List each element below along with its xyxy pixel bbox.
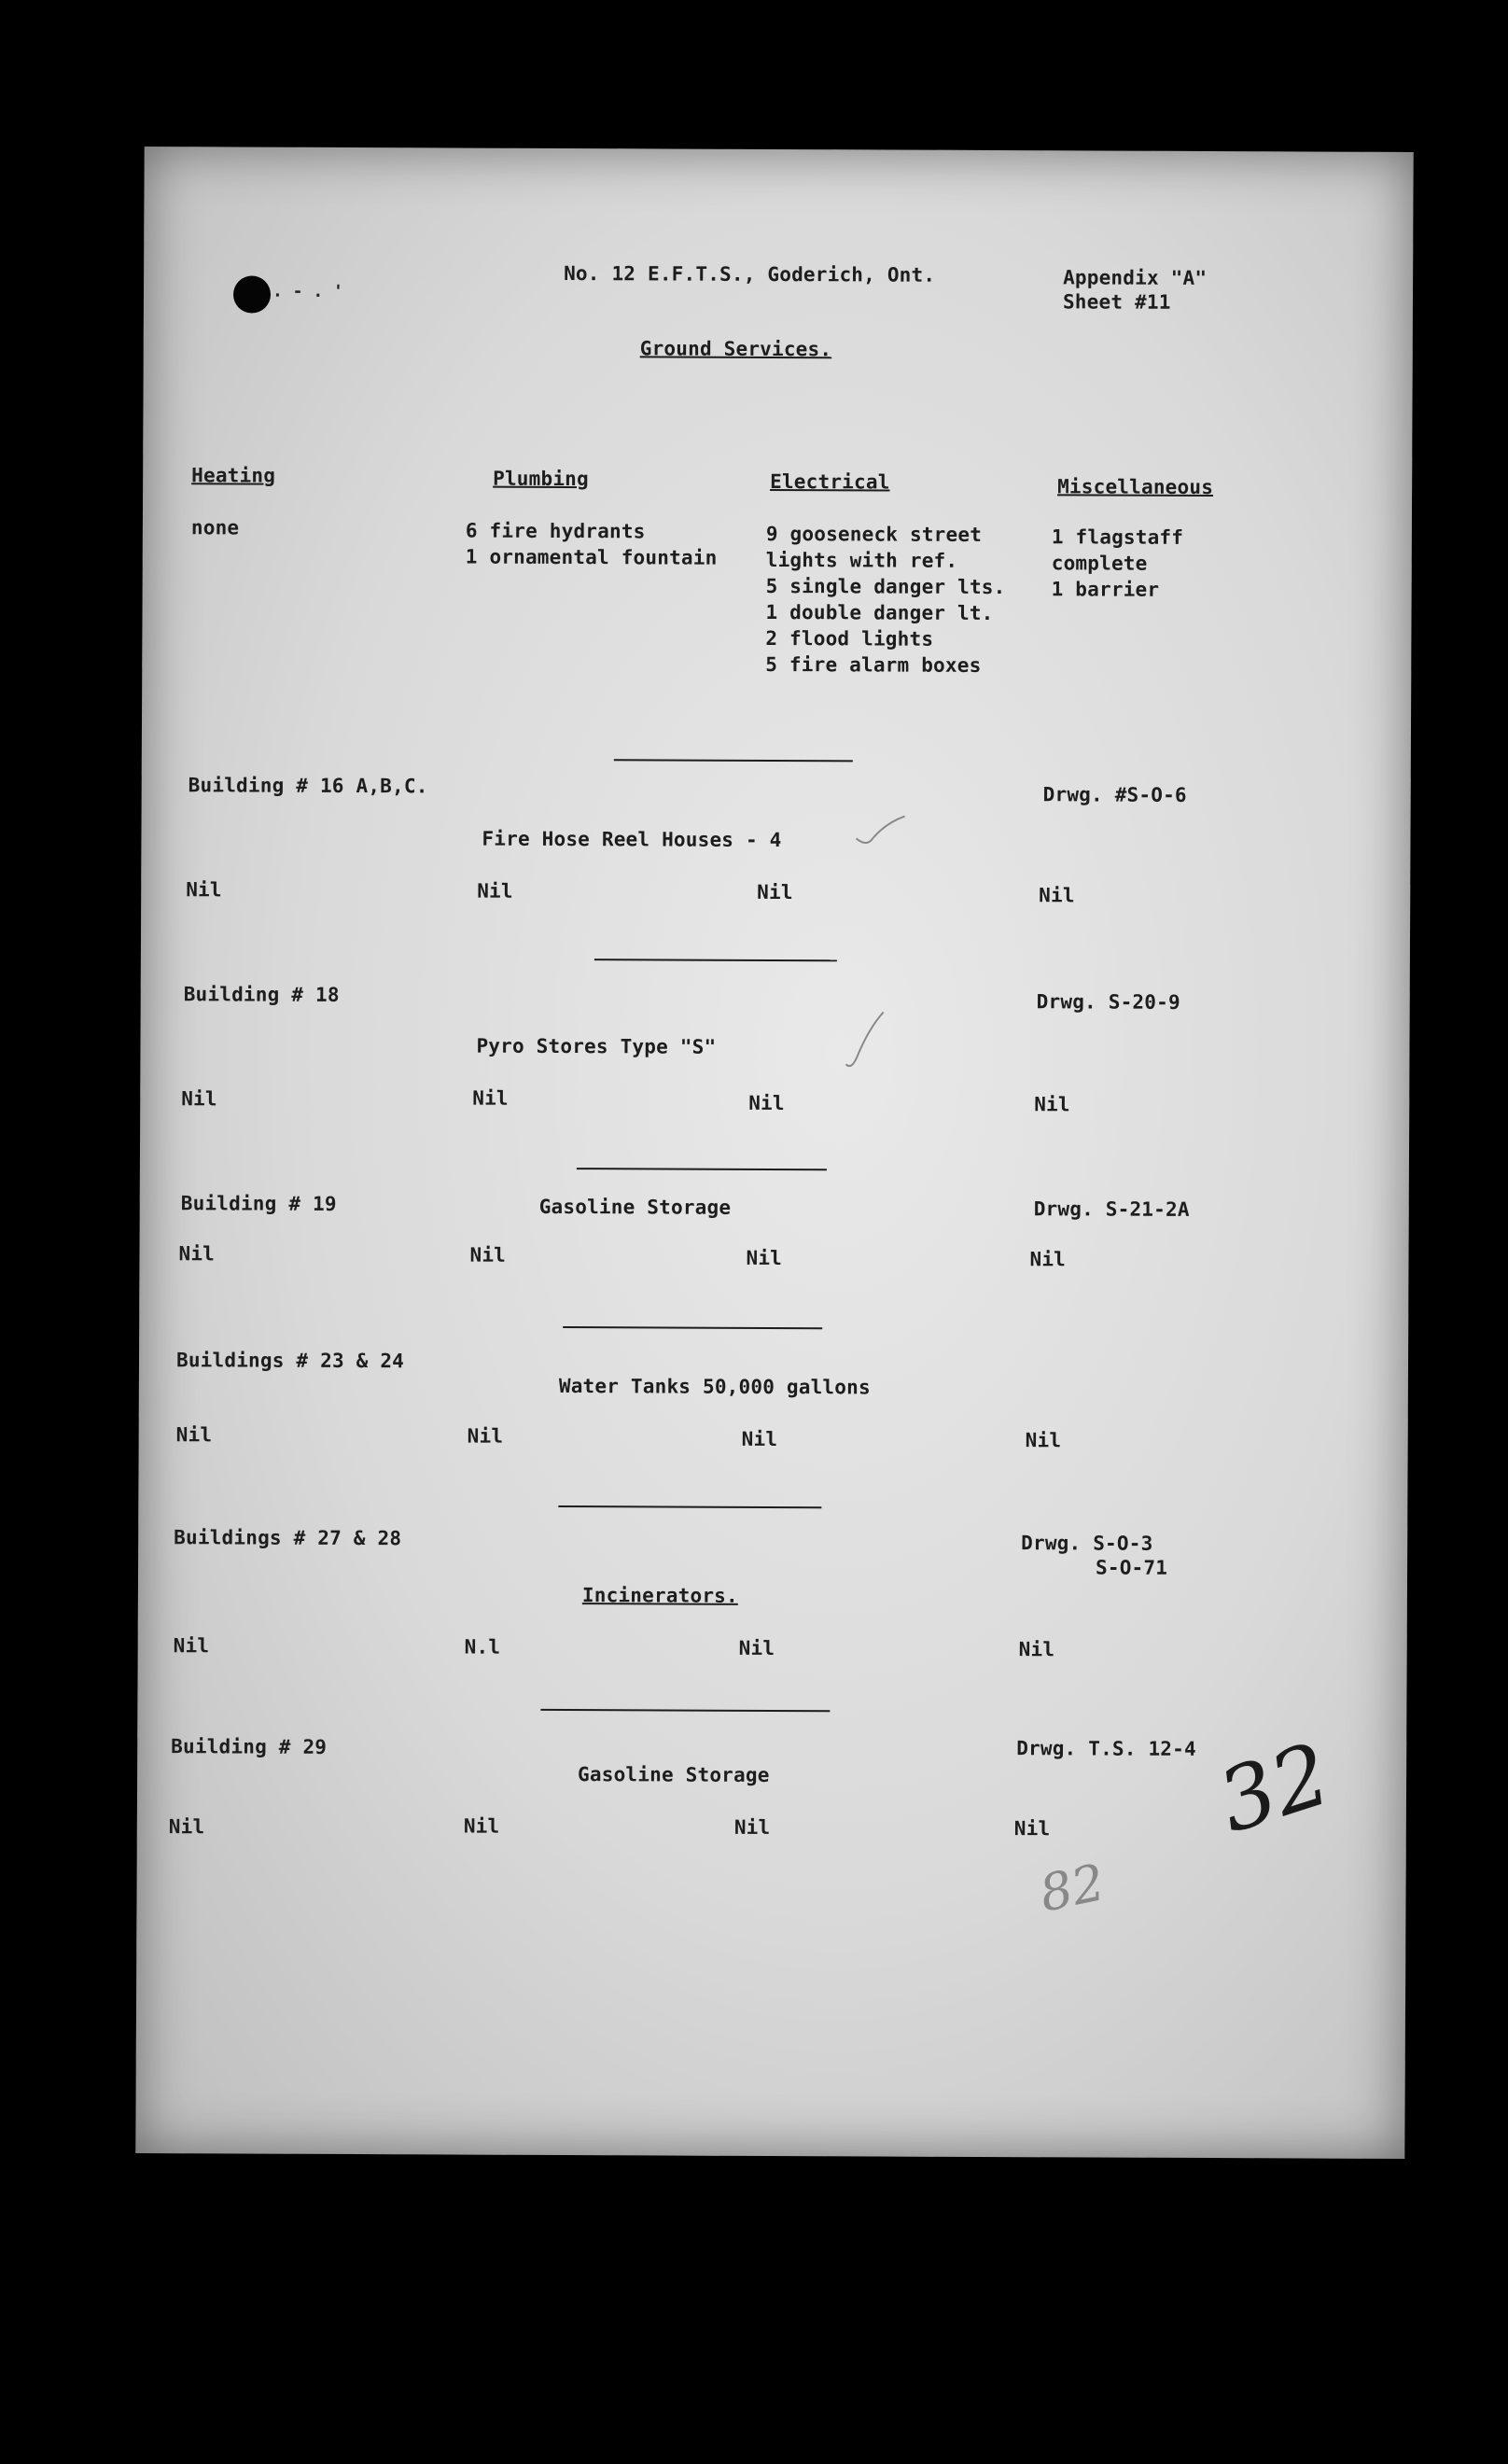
drawing-number: Drwg. T.S. 12-4 xyxy=(1016,1737,1196,1760)
electrical-value: Nil xyxy=(733,1815,771,1839)
section-title: Pyro Stores Type "S" xyxy=(476,1034,717,1058)
building-label: Buildings # 27 & 28 xyxy=(174,1526,402,1550)
electrical-value: Nil xyxy=(757,880,793,904)
page-heading: Ground Services. xyxy=(639,337,832,361)
plumbing-value: Nil xyxy=(469,1243,507,1267)
electrical-item: 9 gooseneck street xyxy=(765,522,983,546)
punch-marks: . - . ' xyxy=(272,281,343,301)
drawing-number: Drwg. #S-O-6 xyxy=(1042,783,1187,806)
appendix-label: Appendix "A" xyxy=(1063,266,1208,290)
check-mark-icon xyxy=(852,812,908,849)
plumbing-value: Nil xyxy=(467,1424,504,1448)
unit-title: No. 12 E.F.T.S., Goderich, Ont. xyxy=(564,262,936,287)
divider xyxy=(558,1505,821,1508)
drawing-number: Drwg. S-20-9 xyxy=(1036,990,1180,1014)
drawing-number-2: S-O-71 xyxy=(1096,1556,1168,1579)
misc-value: Nil xyxy=(1039,884,1075,907)
col-plumbing: Plumbing xyxy=(493,467,589,491)
building-label: Buildings # 23 & 24 xyxy=(175,1349,405,1373)
electrical-item: 2 flood lights xyxy=(765,626,934,651)
electrical-item: lights with ref. xyxy=(765,548,958,572)
section-title: Water Tanks 50,000 gallons xyxy=(558,1374,871,1399)
section-title: Fire Hose Reel Houses - 4 xyxy=(482,827,782,852)
divider xyxy=(540,1709,830,1712)
drawing-number: Drwg. S-O-3 xyxy=(1021,1532,1153,1555)
misc-value: Nil xyxy=(1018,1638,1055,1661)
drawing-number: Drwg. S-21-2A xyxy=(1033,1197,1190,1221)
document-page xyxy=(135,147,1413,2159)
misc-item: 1 flagstaff xyxy=(1051,525,1184,549)
building-label: Building # 29 xyxy=(171,1735,328,1758)
divider xyxy=(614,759,853,762)
heating-value: Nil xyxy=(175,1423,213,1447)
electrical-item: 5 single danger lts. xyxy=(765,574,1006,599)
divider xyxy=(594,959,837,961)
check-mark-icon xyxy=(842,1008,888,1073)
handwritten-note: 82 xyxy=(1034,1853,1110,1924)
misc-value: Nil xyxy=(1013,1817,1051,1841)
plumbing-item: 6 fire hydrants xyxy=(465,519,646,543)
heating-value: Nil xyxy=(173,1634,210,1658)
misc-value: Nil xyxy=(1025,1429,1062,1452)
electrical-value: Nil xyxy=(741,1427,778,1451)
heating-value: Nil xyxy=(178,1242,216,1266)
section-title: Gasoline Storage xyxy=(578,1763,770,1786)
misc-item: complete xyxy=(1051,552,1148,575)
sheet-label: Sheet #11 xyxy=(1062,290,1171,314)
section-title: Incinerators. xyxy=(581,1584,738,1607)
electrical-value: Nil xyxy=(748,1091,785,1115)
divider xyxy=(563,1326,822,1329)
electrical-value: Nil xyxy=(738,1636,775,1660)
plumbing-item: 1 ornamental fountain xyxy=(465,545,718,569)
heating-value: Nil xyxy=(186,878,222,902)
plumbing-value: Nil xyxy=(477,879,513,903)
misc-value: Nil xyxy=(1034,1093,1070,1116)
misc-value: Nil xyxy=(1029,1248,1067,1271)
col-electrical: Electrical xyxy=(770,469,890,494)
divider xyxy=(577,1168,827,1170)
electrical-item: 1 double danger lt. xyxy=(765,600,994,625)
col-heating: Heating xyxy=(191,464,276,487)
heating-item: none xyxy=(190,516,240,539)
heating-value: Nil xyxy=(181,1087,217,1111)
plumbing-value: Nil xyxy=(463,1814,500,1838)
electrical-value: Nil xyxy=(746,1246,783,1270)
punch-hole xyxy=(233,275,271,313)
col-miscellaneous: Miscellaneous xyxy=(1057,475,1214,499)
building-label: Building # 19 xyxy=(180,1192,337,1215)
misc-item: 1 barrier xyxy=(1051,578,1160,601)
electrical-item: 5 fire alarm boxes xyxy=(765,652,982,677)
plumbing-value: Nil xyxy=(472,1086,509,1110)
building-label: Building # 18 xyxy=(183,983,340,1006)
page-number: 32 xyxy=(1207,1724,1342,1853)
plumbing-value: N.l xyxy=(464,1635,501,1659)
section-title: Gasoline Storage xyxy=(538,1195,732,1219)
building-label: Building # 16 A,B,C. xyxy=(188,774,428,798)
heating-value: Nil xyxy=(168,1815,205,1839)
